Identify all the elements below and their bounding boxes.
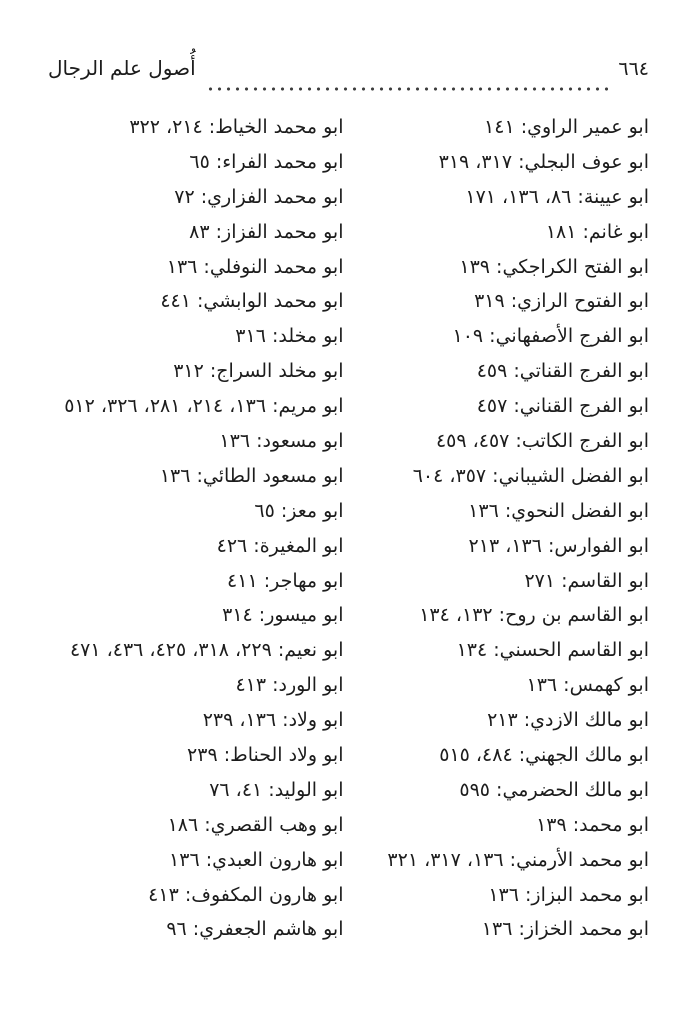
entry-colon: : [199,848,213,871]
index-entry [48,773,344,808]
entry-name: ابو محمد الخزاز [524,918,649,941]
entry-colon: : [555,569,568,592]
entry-colon: : [504,290,518,313]
entry-pages: ٨٣ [189,220,210,243]
entry-colon: : [487,639,500,662]
entry-colon: : [252,604,266,627]
entry-colon: : [198,813,211,836]
index-entry [354,424,650,459]
index-entry [354,633,650,668]
entry-colon: : [490,255,503,278]
index-entry [48,738,344,773]
entry-name: ابو الفرج القناني [519,395,649,418]
entry-pages: ١٣٦، ٣١٧، ٣٢١ [387,848,504,871]
entry-colon: : [507,395,520,418]
entry-name: ابو الوليد [274,778,344,801]
entry-pages: ٣١٩ [474,290,505,313]
entry-name: ابو مهاجر [270,569,344,592]
entry-pages: ١٣٦ [526,674,558,697]
entry-pages: ١٣٦ [468,499,499,522]
index-entry [354,215,650,250]
index-entry [354,145,650,180]
index-entry [354,703,650,738]
entry-pages: ٤٨٤، ٥١٥ [439,744,513,767]
entry-name: ابو الورد [278,674,344,697]
index-entry [354,354,650,389]
entry-pages: ١٠٩ [452,325,484,348]
entry-colon: : [503,848,517,871]
index-entry [48,529,344,564]
entry-name: ابو كهمس [569,674,649,697]
entry-name: ابو غانم [588,220,649,243]
index-entry [354,459,650,494]
entry-pages: ١٣٩ [536,813,567,836]
index-entry [354,494,650,529]
entry-colon: : [186,918,200,941]
entry-pages: ٢١٤، ٣٢٢ [129,116,203,138]
entry-colon: : [266,395,279,418]
entry-colon: : [507,360,520,383]
book-title: أُصول علم الرجال [48,56,196,80]
entry-name: ابو ميسور [265,604,344,627]
entry-pages: ٦٥ [189,150,210,173]
entry-name: ابو مخلد السراج [216,360,344,383]
index-entry [48,878,344,913]
entry-name: ابو هاشم الجعفري [199,918,344,941]
index-column-right [354,110,650,947]
entry-colon: : [490,778,503,801]
entry-pages: ٣١٦ [235,325,266,348]
entry-pages: ٤١٣ [148,883,179,906]
page-number: ٦٦٤ [618,58,649,80]
entry-name: ابو عيينة [583,185,649,208]
entry-pages: ٣١٢ [173,360,204,383]
entry-pages: ١٨١ [545,220,577,243]
entry-name: ابو محمد النوفلي [209,255,344,278]
entry-colon: : [512,150,525,173]
entry-name: ابو الفوارس [554,534,649,557]
page-header [48,56,649,100]
entry-colon: : [190,290,204,313]
index-entry [48,319,344,354]
entry-colon: : [492,604,506,627]
entry-colon: : [498,499,512,522]
index-entry [354,598,650,633]
entry-name: ابو الفرج القناتي [519,360,649,383]
entry-pages: ٢٧١ [524,569,556,592]
index-entry [354,843,650,878]
entry-colon: : [262,778,275,801]
entry-colon: : [512,918,525,941]
entry-colon: : [194,185,208,208]
entry-pages: ١٣٦، ٢١٣ [468,534,542,557]
index-entry [354,738,650,773]
entry-pages: ٤١١ [227,569,258,592]
entry-name: ابو الفضل النحوي [511,499,649,522]
entry-name: ابو مريم [278,395,344,418]
entry-name: ابو القاسم [567,569,649,592]
entry-colon: : [271,639,285,662]
entry-name: ابو ولاد [288,709,344,732]
entry-colon: : [518,883,532,906]
entry-pages: ١٣٦ [169,848,200,871]
entry-pages: ٢١٣ [487,709,518,732]
index-entry [48,354,344,389]
entry-name: ابو عمير الراوي [527,116,649,138]
entry-name: ابو مالك الازدي [530,709,649,732]
entry-pages: ٤٤١ [160,290,191,313]
entry-pages: ١٣٦ [166,255,198,278]
entry-name: ابو مسعود الطائي [202,464,344,487]
entry-pages: ٤١٣ [235,674,267,697]
entry-pages: ٤١، ٧٦ [209,778,263,801]
entry-pages: ٤٥٧ [476,395,508,418]
entry-name: ابو الفتوح الرازي [517,290,649,313]
entry-pages: ١٣٦، ٢١٤، ٢٨١، ٣٢٦، ٥١٢ [64,395,267,418]
index-entry [354,110,650,145]
entry-pages: ٤٥٧، ٤٥٩ [435,430,510,453]
index-entry [48,494,344,529]
index-entry [354,250,650,285]
index-entry [48,424,344,459]
entry-pages: ٣١٧، ٣١٩ [438,150,513,173]
entry-pages: ٤٥٩ [476,360,508,383]
entry-name: ابو مالك الحضرمي [502,778,649,801]
entry-name: ابو الفتح الكراجكي [502,255,649,278]
index-entry [48,912,344,947]
entry-colon: : [209,150,223,173]
entry-name: ابو نعيم [284,639,344,662]
entry-name: ابو محمد الوابشي [203,290,344,313]
entry-colon: : [266,674,279,697]
entry-name: ابو محمد [579,813,649,836]
entry-pages: ١٣٦، ٢٣٩ [202,709,277,732]
index-entry [354,564,650,599]
entry-pages: ١٣٦ [219,430,251,453]
entry-pages: ٦٥ [254,499,275,522]
index-entry [48,668,344,703]
entry-colon: : [576,220,589,243]
entry-colon: : [514,116,528,138]
entry-colon: : [202,116,216,138]
entry-colon: : [274,499,288,522]
entry-name: ابو وهب القصري [210,813,344,836]
index-entry [354,878,650,913]
entry-colon: : [512,744,526,767]
entry-name: ابو مسعود [262,430,344,453]
entry-name: ابو مالك الجهني [525,744,649,767]
entry-colon: : [265,325,279,348]
entry-name: ابو محمد الفزاز [222,220,344,243]
entry-pages: ٤٢٦ [216,534,248,557]
entry-colon: : [541,534,555,557]
entry-name: ابو عوف البجلي [524,150,649,173]
entry-name: ابو معز [287,499,344,522]
entry-pages: ٢٣٩ [187,744,218,767]
entry-pages: ٨٦، ١٣٦، ١٧١ [465,185,572,208]
index-entry [354,180,650,215]
entry-pages: ١٣٦ [481,918,513,941]
entry-name: ابو محمد الأرمني [516,848,649,871]
index-entry [48,598,344,633]
entry-colon: : [571,185,584,208]
entry-name: ابو محمد البزاز [531,883,649,906]
entry-name: ابو محمد الفزاري [207,185,344,208]
entry-colon: : [197,255,210,278]
entry-colon: : [557,674,570,697]
entry-name: ابو الفضل الشيباني [498,464,649,487]
index-entry [48,180,344,215]
index-entry [354,284,650,319]
entry-pages: ١٤١ [484,116,515,138]
entry-pages: ٣٥٧، ٦٠٤ [412,464,487,487]
entry-colon: : [483,325,496,348]
entry-colon: : [178,883,192,906]
index-entry [48,250,344,285]
dotted-leader [206,87,609,91]
entry-colon: : [509,430,522,453]
entry-pages: ١٣٤ [456,639,488,662]
index-entry [354,912,650,947]
index-entry [48,110,344,145]
entry-pages: ١٣٢، ١٣٤ [419,604,493,627]
entry-name: ابو مخلد [278,325,344,348]
entry-pages: ٧٢ [174,185,195,208]
entry-name: ابو هارون المكفوف [191,883,344,906]
index-entry [48,564,344,599]
entry-colon: : [217,744,231,767]
entry-colon: : [517,709,531,732]
index-entry [48,284,344,319]
entry-pages: ١٣٦ [159,464,191,487]
index-entry [354,808,650,843]
index-entry [48,808,344,843]
index-entry [48,389,344,424]
entry-name: ابو المغيرة [259,534,344,557]
entry-colon: : [250,430,263,453]
entry-pages: ٢٢٩، ٣١٨، ٤٢٥، ٤٣٦، ٤٧١ [69,639,272,662]
index-entry [48,215,344,250]
index-entry [48,145,344,180]
index-entry [48,703,344,738]
entry-pages: ٩٦ [166,918,187,941]
index-entry [354,773,650,808]
entry-name: ابو القاسم بن روح [505,604,649,627]
entry-name: ابو الفرج الكاتب [521,430,649,453]
entry-name: ابو محمد الخياط [215,116,344,138]
entry-colon: : [486,464,499,487]
index-entry [354,389,650,424]
index-entry [354,668,650,703]
entry-pages: ٣١٤ [222,604,253,627]
entry-name: ابو ولاد الحناط [230,744,344,767]
entry-colon: : [566,813,580,836]
entry-colon: : [209,220,223,243]
entry-name: ابو القاسم الحسني [499,639,649,662]
entry-colon: : [257,569,271,592]
entry-pages: ١٣٦ [488,883,519,906]
entry-name: ابو محمد الفراء [222,150,344,173]
index-entry [48,843,344,878]
index-columns [48,110,649,947]
entry-pages: ١٣٩ [459,255,490,278]
entry-colon: : [247,534,260,557]
index-column-left [48,110,344,947]
index-entry [48,633,344,668]
entry-pages: ١٨٦ [167,813,199,836]
entry-pages: ٥٩٥ [459,778,490,801]
index-entry [48,459,344,494]
entry-colon: : [276,709,289,732]
index-entry [354,529,650,564]
index-entry [354,319,650,354]
entry-colon: : [190,464,203,487]
entry-name: ابو هارون العبدي [212,848,344,871]
entry-name: ابو الفرج الأصفهاني [495,325,649,348]
entry-colon: : [203,360,217,383]
